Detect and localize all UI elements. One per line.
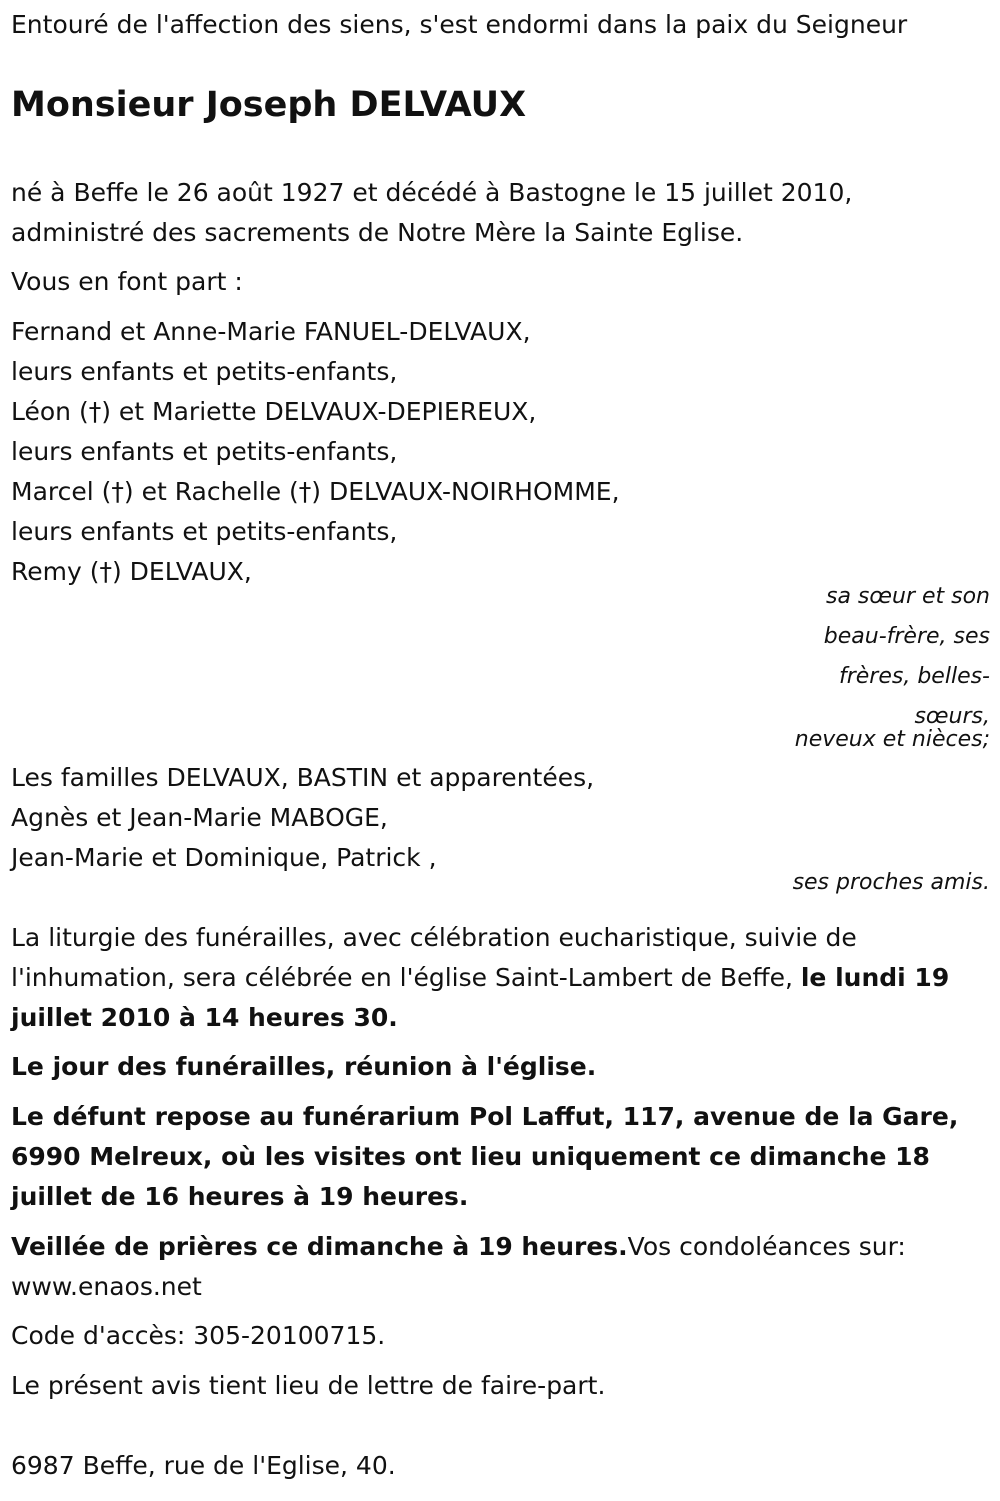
notice-line: Le présent avis tient lieu de lettre de faire-part.: [11, 1371, 606, 1400]
veillee-line: [11, 1232, 906, 1262]
family-line: leurs enfants et petits-enfants,: [11, 437, 398, 466]
repose-line: Le défunt repose au funérarium Pol Laffut, 117, avenue de la Gare,: [11, 1102, 959, 1131]
birth-death-line: né à Beffe le 26 août 1927 et décédé à Bastogne le 15 juillet 2010,: [11, 178, 853, 207]
intro-line: Entouré de l'affection des siens, s'est endormi dans la paix du Seigneur: [11, 10, 908, 39]
liturgy-line: [11, 963, 949, 993]
family-line: Marcel (†) et Rachelle (†) DELVAUX-NOIRHOMME,: [11, 477, 620, 506]
sacraments-line: administré des sacrements de Notre Mère la Sainte Eglise.: [11, 218, 744, 247]
veillee-text: Veillée de prières ce dimanche à 19 heures.: [11, 1232, 628, 1261]
address-line: 6987 Beffe, rue de l'Eglise, 40.: [11, 1451, 396, 1480]
others-line: Jean-Marie et Dominique, Patrick ,: [11, 843, 437, 872]
access-code: Code d'accès: 305-20100715.: [11, 1321, 386, 1350]
deceased-name: Monsieur Joseph DELVAUX: [11, 85, 527, 125]
liturgy-text: l'inhumation, sera célébrée en l'église Saint-Lambert de Beffe,: [11, 963, 801, 992]
others-line: Les familles DELVAUX, BASTIN et apparentées,: [11, 763, 595, 792]
condolences-text: Vos condoléances sur:: [627, 1232, 906, 1261]
family-line: leurs enfants et petits-enfants,: [11, 357, 398, 386]
family-line: leurs enfants et petits-enfants,: [11, 517, 398, 546]
family-role: sa sœur et son: [825, 584, 990, 609]
others-role: ses proches amis.: [792, 870, 990, 895]
family-line: Léon (†) et Mariette DELVAUX-DEPIEREUX,: [11, 397, 537, 426]
website-link[interactable]: www.enaos.net: [11, 1272, 202, 1301]
liturgy-line: La liturgie des funérailles, avec célébration eucharistique, suivie de: [11, 923, 857, 952]
liturgy-date: le lundi 19: [800, 963, 950, 992]
family-line: Remy (†) DELVAUX,: [11, 557, 252, 586]
family-role: neveux et nièces;: [794, 727, 990, 752]
announce-line: Vous en font part :: [11, 267, 243, 296]
family-role: beau-frère, ses: [823, 624, 990, 649]
liturgy-line: juillet 2010 à 14 heures 30.: [11, 1003, 398, 1032]
repose-line: 6990 Melreux, où les visites ont lieu uniquement ce dimanche 18: [11, 1142, 930, 1171]
family-role: frères, belles-: [838, 664, 990, 689]
repose-line: juillet de 16 heures à 19 heures.: [11, 1182, 469, 1211]
others-line: Agnès et Jean-Marie MABOGE,: [11, 803, 388, 832]
reunion-line: Le jour des funérailles, réunion à l'église.: [11, 1052, 597, 1081]
family-role: sœurs,: [914, 704, 990, 729]
family-line: Fernand et Anne-Marie FANUEL-DELVAUX,: [11, 317, 531, 346]
